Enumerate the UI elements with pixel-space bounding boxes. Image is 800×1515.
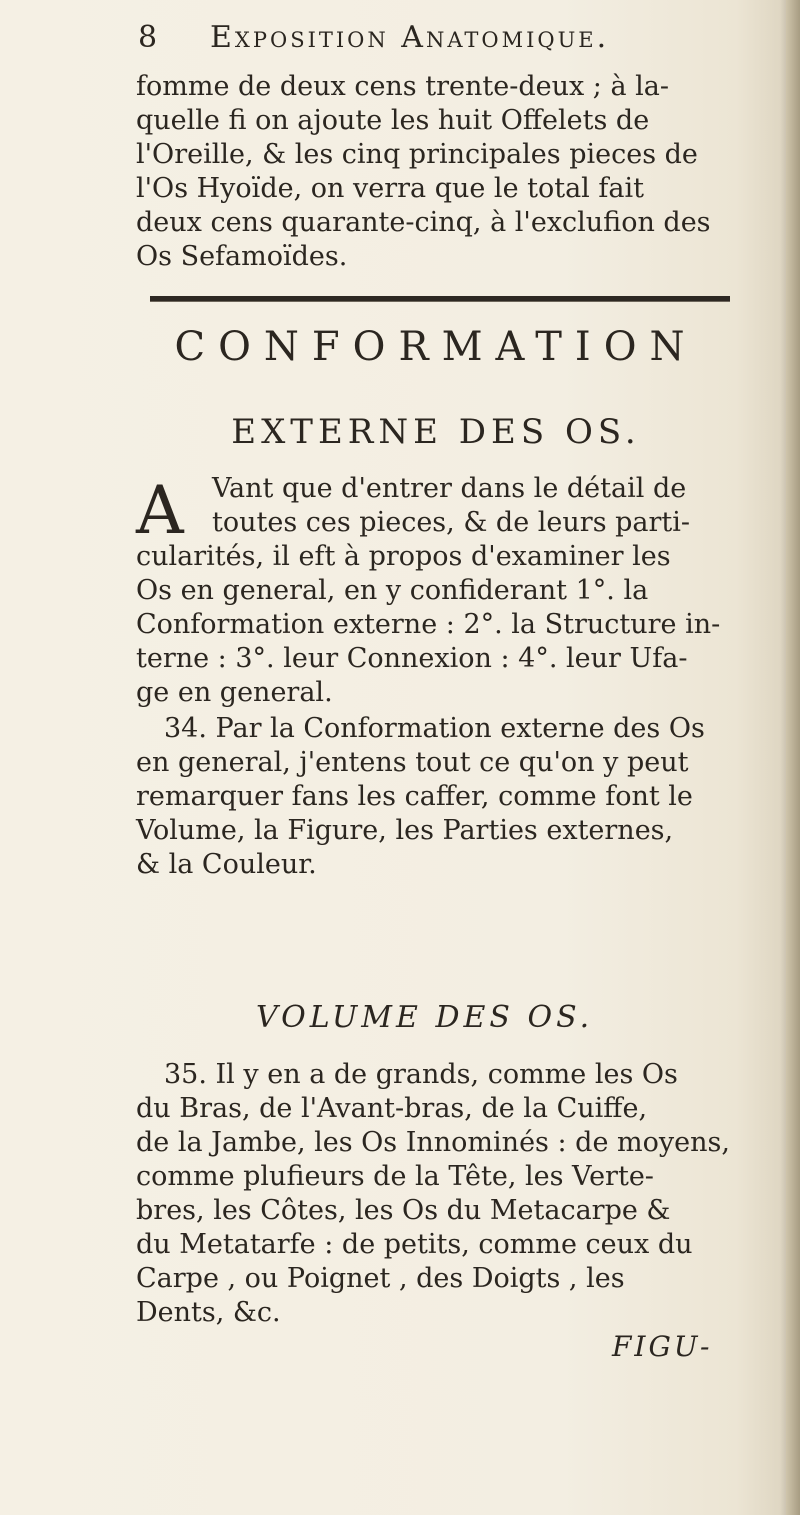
text-line: du Bras, de l'Avant-bras, de la Cuiffe, — [136, 1093, 648, 1124]
text-line: Vant que d'entrer dans le détail de — [212, 473, 687, 504]
text-line: Dents, &c. — [136, 1297, 281, 1328]
text-line: comme plufieurs de la Tête, les Verte- — [136, 1161, 654, 1192]
section-rule — [150, 296, 730, 302]
text-line: cularités, il eft à propos d'examiner les — [136, 541, 671, 572]
text-line: de la Jambe, les Os Innominés : de moyens, — [136, 1127, 730, 1158]
running-title: Exposition Anatomique. — [210, 20, 610, 55]
text-line: terne : 3°. leur Connexion : 4°. leur Ufa- — [136, 643, 688, 674]
text-line: Conformation externe : 2°. la Structure in- — [136, 609, 721, 640]
text-line: ge en general. — [136, 677, 333, 708]
section-heading: CONFORMATION — [174, 324, 698, 370]
running-head — [136, 20, 736, 64]
page-number: 8 — [138, 20, 160, 55]
text-line: l'Oreille, & les cinq principales pieces de — [136, 139, 698, 170]
text-line: Carpe , ou Poignet , des Doigts , les — [136, 1263, 625, 1294]
text-line: Volume, la Figure, les Parties externes, — [136, 815, 674, 846]
section-subheading: EXTERNE DES OS. — [231, 412, 641, 452]
text-line: l'Os Hyoïde, on verra que le total fait — [136, 173, 644, 204]
text-line: en general, j'entens tout ce qu'on y peut — [136, 747, 689, 778]
text-line: quelle fi on ajoute les huit Offelets de — [136, 105, 650, 136]
text-line: Os en general, en y confiderant 1°. la — [136, 575, 649, 606]
text-line: bres, les Côtes, les Os du Metacarpe & — [136, 1195, 671, 1226]
page-edge — [786, 0, 800, 1515]
text-line: 34. Par la Conformation externe des Os — [164, 713, 705, 744]
text-line: remarquer fans les caffer, comme font le — [136, 781, 693, 812]
catchword: FIGU- — [612, 1330, 713, 1363]
text-line: du Metatarfe : de petits, comme ceux du — [136, 1229, 693, 1260]
text-line: & la Couleur. — [136, 849, 317, 880]
text-line: fomme de deux cens trente-deux ; à la- — [136, 71, 669, 102]
text-line: Os Sefamoïdes. — [136, 241, 348, 272]
drop-cap: A — [136, 472, 184, 549]
volume-heading: VOLUME DES OS. — [256, 1000, 594, 1035]
text-line: deux cens quarante-cinq, à l'exclufion des — [136, 207, 711, 238]
text-line: 35. Il y en a de grands, comme les Os — [164, 1059, 678, 1090]
text-line: toutes ces pieces, & de leurs parti- — [212, 507, 691, 538]
